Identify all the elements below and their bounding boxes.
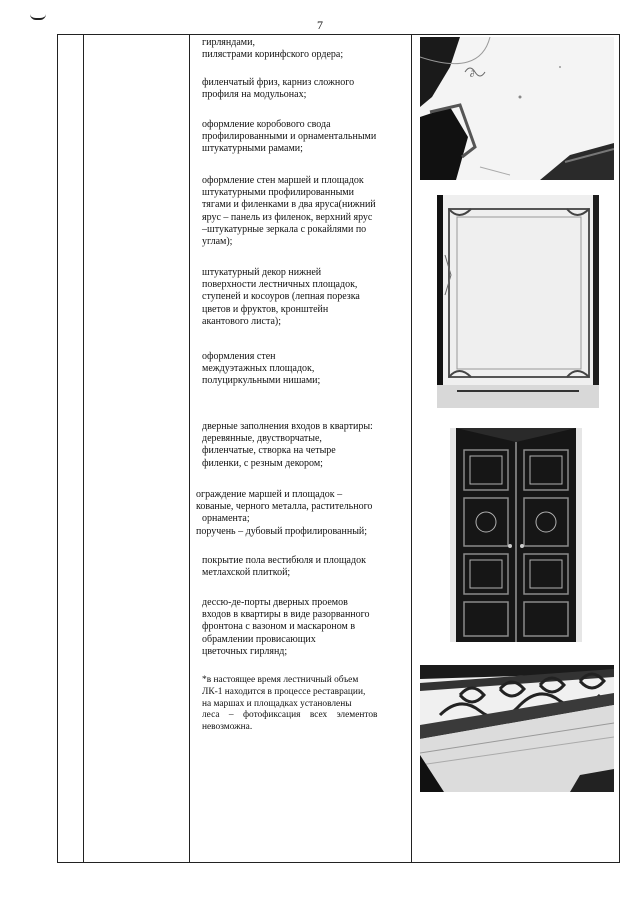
paragraph-landing-decor [202, 267, 360, 328]
text-line: профиля на модульонах; [202, 89, 307, 101]
text-line: поверхности лестничных площадок, [202, 279, 358, 291]
paragraph-railing [196, 489, 372, 538]
text-line: углам); [202, 236, 233, 248]
text-line: невозможна. [202, 722, 253, 733]
text-line: акантового листа); [202, 315, 281, 327]
text-line: поручень – дубовый профилированный; [196, 525, 368, 537]
text-line: покрытие пола вестибюля и площадок [202, 555, 366, 566]
text-line: тягами и филенками в два яруса(нижний [202, 199, 376, 211]
paragraph-doors [202, 421, 373, 470]
text-line: оформление коробового свода [202, 119, 331, 130]
paragraph-overdoors [202, 597, 370, 658]
text-line: цветов и фруктов, кронштейн [202, 303, 329, 315]
paragraph-frieze [202, 77, 354, 101]
text-line: оформление стен маршей и площадок [202, 175, 364, 186]
text-line: входов в квартиры в виде разорванного [202, 609, 370, 621]
heritage-elements-table [57, 34, 620, 863]
text-line: ограждение маршей и площадок – [196, 489, 343, 500]
paragraph-pilasters [202, 37, 343, 61]
text-line: ярус – панель из филенок, верхний ярус [202, 211, 373, 223]
text-line: фронтона с вазоном и маскароном в [202, 621, 356, 633]
carved-apartment-door-photo [450, 428, 582, 642]
text-line: филенчатые, створка на четыре [202, 445, 336, 457]
text-line: пилястрами коринфского ордера; [202, 49, 344, 61]
text-line: –штукатурные зеркала с рокайлями по [202, 223, 367, 235]
ceiling-cornice-photo [420, 37, 614, 180]
page-number: 7 [317, 18, 323, 32]
text-line: штукатурными рамами; [202, 143, 303, 155]
text-line: полуциркульными нишами; [202, 375, 321, 387]
text-line: на маршах и площадках установлены [202, 698, 352, 709]
paragraph-vault [202, 119, 376, 156]
text-line: филенчатый фриз, карниз сложного [202, 77, 355, 88]
text-line: дессю-де-порты дверных проемов [202, 597, 348, 608]
text-line: деревянные, двустворчатые, [202, 433, 322, 445]
text-line: дверные заполнения входов в квартиры: [202, 421, 373, 432]
text-line: орнамента; [202, 513, 250, 525]
text-line: профилированными и орнаментальными [202, 131, 377, 143]
text-line: метлахской плиткой; [202, 567, 291, 579]
text-line: обрамлении провисающих [202, 633, 316, 645]
text-line: леса – фотофиксация всех элементов [202, 710, 378, 721]
text-line: цветочных гирлянд; [202, 645, 288, 657]
column-divider [411, 35, 412, 862]
paragraph-restoration-note [202, 675, 377, 734]
column-divider [83, 35, 84, 862]
wall-stucco-panel-photo [437, 195, 599, 408]
paragraph-niches [202, 351, 320, 388]
forged-railing-photo [420, 665, 614, 792]
text-line: штукатурный декор нижней [202, 267, 322, 278]
column-divider [189, 35, 190, 862]
text-line: штукатурными профилированными [202, 187, 354, 199]
text-line: междуэтажных площадок, [202, 363, 315, 375]
text-line: филенки, с резным декором; [202, 457, 323, 469]
text-line: гирляндами, [202, 37, 255, 48]
text-line: ступеней и косоуров (лепная порезка [202, 291, 360, 303]
svg-text:∂: ∂ [470, 69, 475, 79]
paragraph-floor [202, 555, 366, 579]
paragraph-walls [202, 175, 376, 248]
text-line: оформления стен [202, 351, 276, 362]
text-line: кованые, черного металла, растительного [196, 501, 373, 513]
text-line: ЛК-1 находится в процессе реставрации, [202, 686, 366, 697]
text-line: *в настоящее время лестничный объем [202, 675, 359, 685]
